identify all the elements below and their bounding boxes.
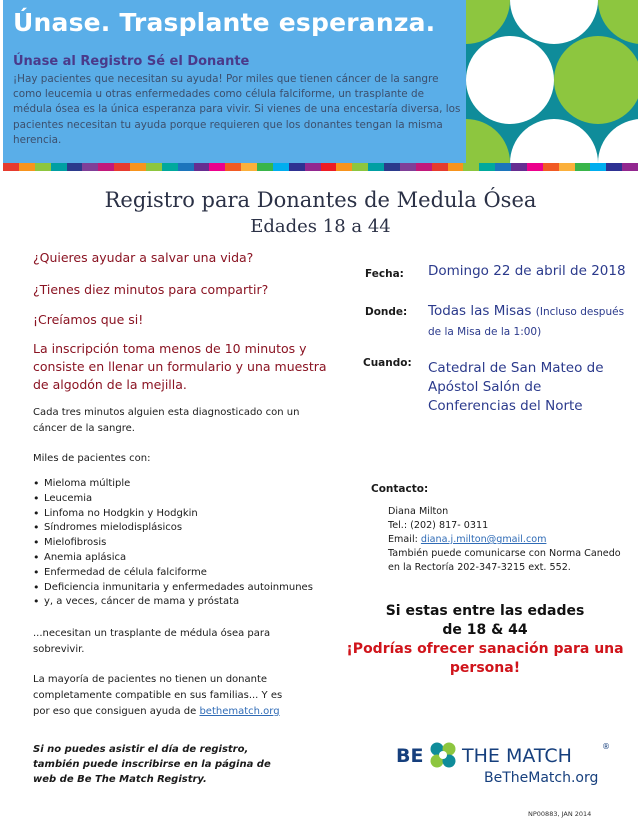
stripe-segment — [225, 163, 241, 171]
stripe-segment — [194, 163, 210, 171]
disease-list-item: • Síndromes mielodisplásicos — [33, 521, 313, 536]
callout-line-1: Si estas entre las edades — [385, 603, 585, 619]
header-banner — [3, 0, 466, 163]
stripe-segment — [432, 163, 448, 171]
age-callout — [340, 602, 630, 678]
answer-we-believe: ¡Creíamos que si! — [33, 312, 144, 327]
diagnosis-statement: Cada tres minutos alguien esta diagnosticado con un cáncer de la sangre. — [33, 407, 300, 434]
stripe-segment — [495, 163, 511, 171]
stripe-segment — [400, 163, 416, 171]
stripe-segment — [241, 163, 257, 171]
stripe-segment — [416, 163, 432, 171]
stripe-segment — [305, 163, 321, 171]
match-paragraph — [33, 672, 295, 720]
contact-name: Diana Milton — [388, 506, 449, 517]
cuando-value: Catedral de San Mateo de Apóstol Salón de Conferencias del Norte — [428, 360, 604, 414]
fecha-label: Fecha: — [365, 268, 404, 280]
logo-registered-mark: ® — [602, 742, 610, 751]
logo-url[interactable]: BeTheMatch.org — [484, 770, 599, 786]
stripe-segment — [448, 163, 464, 171]
question-save-life: ¿Quieres ayudar a salvar una vida? — [33, 250, 254, 265]
contact-email-line — [388, 533, 633, 547]
need-transplant: ...necesitan un trasplante de médula ósea para sobrevivir. — [33, 628, 271, 655]
disease-list-item: • Mielofibrosis — [33, 536, 313, 551]
be-the-match-logo-mark-icon — [430, 742, 456, 768]
stripe-segment — [368, 163, 384, 171]
patients-intro: Miles de pacientes con: — [33, 453, 151, 464]
page-subtitle: Edades 18 a 44 — [250, 216, 391, 237]
contact-block — [388, 505, 633, 575]
stripe-segment — [114, 163, 130, 171]
stripe-segment — [622, 163, 638, 171]
stripe-segment — [543, 163, 559, 171]
footer-code: NP00883, JAN 2014 — [528, 810, 592, 818]
donde-value — [428, 302, 638, 342]
stripe-segment — [162, 163, 178, 171]
contact-email-link[interactable]: diana.j.milton@gmail.com — [420, 534, 547, 545]
stripe-segment — [590, 163, 606, 171]
disease-list-item: • Anemia aplásica — [33, 551, 313, 566]
stripe-segment — [19, 163, 35, 171]
online-registration-note: Si no puedes asistir el día de registro, también puede inscribirse en la página de web de Be The Match Registry. — [33, 744, 271, 785]
disease-list-item: • Leucemia — [33, 492, 313, 507]
fecha-value: Domingo 22 de abril de 2018 — [428, 263, 626, 279]
stripe-segment — [98, 163, 114, 171]
donde-label: Donde: — [365, 306, 408, 318]
stripe-segment — [463, 163, 479, 171]
page-title: Registro para Donantes de Medula Ósea — [104, 188, 537, 212]
stripe-segment — [575, 163, 591, 171]
donde-value-text: Todas las Misas — [428, 303, 532, 319]
contact-phone: Tel.: (202) 817- 0311 — [388, 520, 489, 531]
registration-lead: La inscripción toma menos de 10 minutos y consiste en llenar un formulario y una muestra de algodón de la mejilla. — [33, 341, 327, 392]
stripe-segment — [257, 163, 273, 171]
donde-note: (Incluso después de la Misa de la 1:00) — [428, 306, 625, 338]
disease-list — [33, 477, 313, 610]
circle-pattern-art — [466, 0, 638, 163]
stripe-segment — [527, 163, 543, 171]
stripe-segment — [606, 163, 622, 171]
stripe-segment — [559, 163, 575, 171]
cuando-label: Cuando: — [363, 357, 412, 369]
stripe-segment — [321, 163, 337, 171]
be-the-match-logo — [396, 740, 616, 790]
stripe-segment — [479, 163, 495, 171]
banner-body: ¡Hay pacientes que necesitan su ayuda! Por miles que tienen cáncer de la sangre como leucemia u otras enfermedades como célula falciforme, un trasplante de médula ósea es la única esperanza para vivir. Si vienes de una encestaría diversa, los pacientes necesitan tu ayuda porque requieren que los donantes tengan la misma herencia. — [13, 73, 461, 146]
contact-email-label: Email: — [388, 534, 421, 545]
bethematch-link[interactable]: bethematch.org — [199, 706, 280, 717]
color-stripe-bar — [3, 163, 638, 171]
stripe-segment — [178, 163, 194, 171]
stripe-segment — [273, 163, 289, 171]
stripe-segment — [130, 163, 146, 171]
logo-the-match-text: THE MATCH — [462, 745, 572, 767]
disease-list-item: • Enfermedad de célula falciforme — [33, 566, 313, 581]
stripe-segment — [146, 163, 162, 171]
stripe-segment — [352, 163, 368, 171]
question-ten-minutes: ¿Tienes diez minutos para compartir? — [33, 282, 269, 297]
stripe-segment — [67, 163, 83, 171]
callout-line-2: de 18 & 44 — [442, 622, 528, 638]
disease-list-item: • y, a veces, cáncer de mama y próstata — [33, 595, 313, 610]
callout-line-3: ¡Podrías ofrecer sanación para una persona! — [346, 641, 624, 676]
stripe-segment — [384, 163, 400, 171]
stripe-segment — [35, 163, 51, 171]
logo-be-text: BE — [396, 745, 424, 767]
disease-list-item: • Mieloma múltiple — [33, 477, 313, 492]
stripe-segment — [51, 163, 67, 171]
disease-list-item: • Linfoma no Hodgkin y Hodgkin — [33, 507, 313, 522]
banner-subtitle: Únase al Registro Sé el Donante — [13, 54, 250, 69]
contact-alternate: También puede comunicarse con Norma Canedo en la Rectoría 202-347-3215 ext. 552. — [388, 548, 621, 573]
stripe-segment — [336, 163, 352, 171]
circle-pattern-graphic — [466, 0, 638, 163]
match-paragraph-text: La mayoría de pacientes no tienen un donante completamente compatible en sus familias... Y es por eso que consiguen ayuda de — [33, 674, 283, 717]
banner-title: Únase. Trasplante esperanza. — [13, 8, 436, 37]
disease-list-item: • Deficiencia inmunitaria y enfermedades autoinmunes — [33, 581, 313, 596]
contact-label: Contacto: — [371, 483, 429, 495]
stripe-segment — [3, 163, 19, 171]
stripe-segment — [511, 163, 527, 171]
stripe-segment — [209, 163, 225, 171]
stripe-segment — [82, 163, 98, 171]
stripe-segment — [289, 163, 305, 171]
